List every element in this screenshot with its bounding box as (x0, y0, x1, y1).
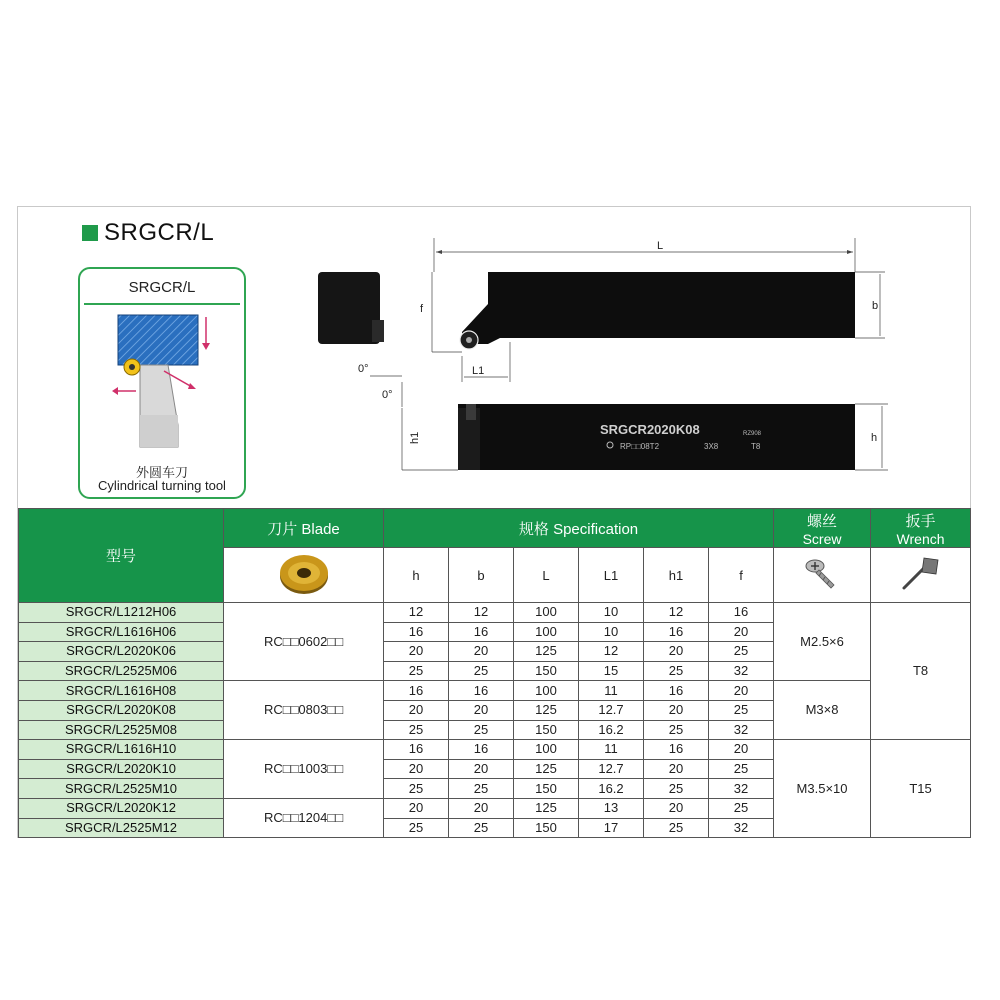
holder-screw-code: 3X8 (704, 442, 719, 451)
holder-small-code: RZ908 (743, 431, 762, 437)
usage-card (78, 267, 246, 499)
dim-b-label: b (872, 300, 879, 312)
spec-h1-header: h1 (644, 548, 709, 603)
blade-cell: RC□□0803□□ (224, 681, 384, 740)
usage-caption-en: Cylindrical turning tool (98, 478, 226, 493)
L1-cell: 12 (579, 642, 644, 662)
col-model-header: 型号 (19, 509, 224, 603)
L1-cell: 17 (579, 818, 644, 838)
h-cell: 25 (384, 779, 449, 799)
L-cell: 100 (514, 622, 579, 642)
h1-cell: 20 (644, 700, 709, 720)
b-cell: 20 (449, 700, 514, 720)
L-cell: 150 (514, 779, 579, 799)
round-insert-icon (276, 552, 332, 596)
b-cell: 16 (449, 681, 514, 701)
spec-L1-header: L1 (579, 548, 644, 603)
b-cell: 20 (449, 759, 514, 779)
h-cell: 25 (384, 720, 449, 740)
f-cell: 32 (709, 779, 774, 799)
blade-cell: RC□□1204□□ (224, 798, 384, 837)
screw-cell: M3.5×10 (774, 740, 871, 838)
L-cell: 100 (514, 603, 579, 623)
usage-card-title: SRGCR/L (84, 273, 240, 305)
blade-cell: RC□□1003□□ (224, 740, 384, 799)
angle-top-label: 0° (358, 363, 369, 375)
spec-b-header: b (449, 548, 514, 603)
h-cell: 20 (384, 700, 449, 720)
usage-caption-cn: 外圆车刀 (135, 465, 188, 480)
f-cell: 32 (709, 818, 774, 838)
h-cell: 20 (384, 642, 449, 662)
h-cell: 16 (384, 681, 449, 701)
f-cell: 25 (709, 798, 774, 818)
model-cell: SRGCR/L2020K12 (19, 798, 224, 818)
model-cell: SRGCR/L1616H10 (19, 740, 224, 760)
L-cell: 125 (514, 700, 579, 720)
b-cell: 12 (449, 603, 514, 623)
h1-cell: 16 (644, 740, 709, 760)
f-cell: 25 (709, 759, 774, 779)
screw-icon (802, 554, 842, 594)
L1-cell: 15 (579, 661, 644, 681)
L1-cell: 16.2 (579, 720, 644, 740)
holder-insert-code: RP□□08T2 (620, 442, 660, 451)
screw-header-cn: 螺丝 (807, 512, 838, 530)
side-view-block (318, 272, 380, 344)
h-cell: 12 (384, 603, 449, 623)
wrench-header-en: Wrench (896, 530, 945, 547)
col-wrench-header (871, 509, 971, 548)
col-blade-header: 刀片 Blade (224, 509, 384, 548)
f-cell: 25 (709, 642, 774, 662)
spec-h-header: h (384, 548, 449, 603)
model-cell: SRGCR/L2525M06 (19, 661, 224, 681)
b-cell: 20 (449, 798, 514, 818)
title-square-icon (82, 225, 98, 241)
dim-L1-label: L1 (472, 365, 485, 377)
col-spec-header: 规格 Specification (384, 509, 774, 548)
h-cell: 16 (384, 740, 449, 760)
h1-cell: 20 (644, 759, 709, 779)
title-text: SRGCR/L (104, 219, 215, 246)
f-cell: 20 (709, 740, 774, 760)
front-view-holder (458, 404, 855, 470)
h1-cell: 25 (644, 720, 709, 740)
f-cell: 32 (709, 720, 774, 740)
screw-cell: M2.5×6 (774, 603, 871, 681)
L1-cell: 13 (579, 798, 644, 818)
b-cell: 25 (449, 720, 514, 740)
model-cell: SRGCR/L2525M12 (19, 818, 224, 838)
dim-h-label: h (871, 432, 878, 444)
spec-L-header: L (514, 548, 579, 603)
h-cell: 25 (384, 661, 449, 681)
L-cell: 125 (514, 798, 579, 818)
model-cell: SRGCR/L2525M08 (19, 720, 224, 740)
wrench-icon (896, 554, 946, 594)
h1-cell: 25 (644, 779, 709, 799)
dim-L-label: L (656, 240, 664, 252)
top-view-holder (462, 272, 855, 344)
model-cell: SRGCR/L2020K10 (19, 759, 224, 779)
holder-marking: SRGCR2020K08 (600, 422, 700, 437)
b-cell: 25 (449, 661, 514, 681)
L1-cell: 12.7 (579, 759, 644, 779)
spec-table (18, 508, 971, 838)
dim-h1-label: h1 (409, 431, 421, 444)
model-cell: SRGCR/L1616H06 (19, 622, 224, 642)
screw-cell: M3×8 (774, 681, 871, 740)
screw-image-cell (774, 548, 871, 603)
wrench-image-cell (871, 548, 971, 603)
b-cell: 16 (449, 740, 514, 760)
L1-cell: 10 (579, 622, 644, 642)
cylindrical-turning-diagram (80, 305, 244, 465)
model-cell: SRGCR/L2525M10 (19, 779, 224, 799)
model-cell: SRGCR/L2020K06 (19, 642, 224, 662)
L1-cell: 11 (579, 681, 644, 701)
model-cell: SRGCR/L1616H08 (19, 681, 224, 701)
h1-cell: 25 (644, 818, 709, 838)
b-cell: 16 (449, 622, 514, 642)
L-cell: 125 (514, 759, 579, 779)
L-cell: 100 (514, 681, 579, 701)
b-cell: 25 (449, 818, 514, 838)
h1-cell: 16 (644, 681, 709, 701)
f-cell: 20 (709, 681, 774, 701)
f-cell: 20 (709, 622, 774, 642)
h1-cell: 12 (644, 603, 709, 623)
workpiece (118, 315, 198, 365)
wrench-cell: T8 (871, 603, 971, 740)
blade-image-cell (224, 548, 384, 603)
h-cell: 16 (384, 622, 449, 642)
model-cell: SRGCR/L1212H06 (19, 603, 224, 623)
h1-cell: 16 (644, 622, 709, 642)
b-cell: 20 (449, 642, 514, 662)
dim-f-label: f (420, 303, 424, 315)
f-cell: 25 (709, 700, 774, 720)
screw-header-en: Screw (802, 530, 842, 547)
col-screw-header (774, 509, 871, 548)
L-cell: 100 (514, 740, 579, 760)
h-cell: 20 (384, 798, 449, 818)
L-cell: 150 (514, 818, 579, 838)
L1-cell: 10 (579, 603, 644, 623)
L-cell: 150 (514, 661, 579, 681)
spec-f-header: f (709, 548, 774, 603)
f-cell: 16 (709, 603, 774, 623)
L-cell: 125 (514, 642, 579, 662)
f-cell: 32 (709, 661, 774, 681)
L1-cell: 11 (579, 740, 644, 760)
h1-cell: 20 (644, 798, 709, 818)
product-title (82, 219, 214, 247)
L-cell: 150 (514, 720, 579, 740)
h-cell: 25 (384, 818, 449, 838)
b-cell: 25 (449, 779, 514, 799)
L1-cell: 12.7 (579, 700, 644, 720)
h-cell: 20 (384, 759, 449, 779)
model-cell: SRGCR/L2020K08 (19, 700, 224, 720)
angle-bottom-label: 0° (382, 389, 393, 401)
blade-cell: RC□□0602□□ (224, 603, 384, 681)
wrench-cell: T15 (871, 740, 971, 838)
holder-key-code: T8 (751, 442, 761, 451)
tool-holder-drawing (310, 232, 879, 482)
h1-cell: 20 (644, 642, 709, 662)
L1-cell: 16.2 (579, 779, 644, 799)
h1-cell: 25 (644, 661, 709, 681)
wrench-header-cn: 扳手 (905, 512, 936, 530)
